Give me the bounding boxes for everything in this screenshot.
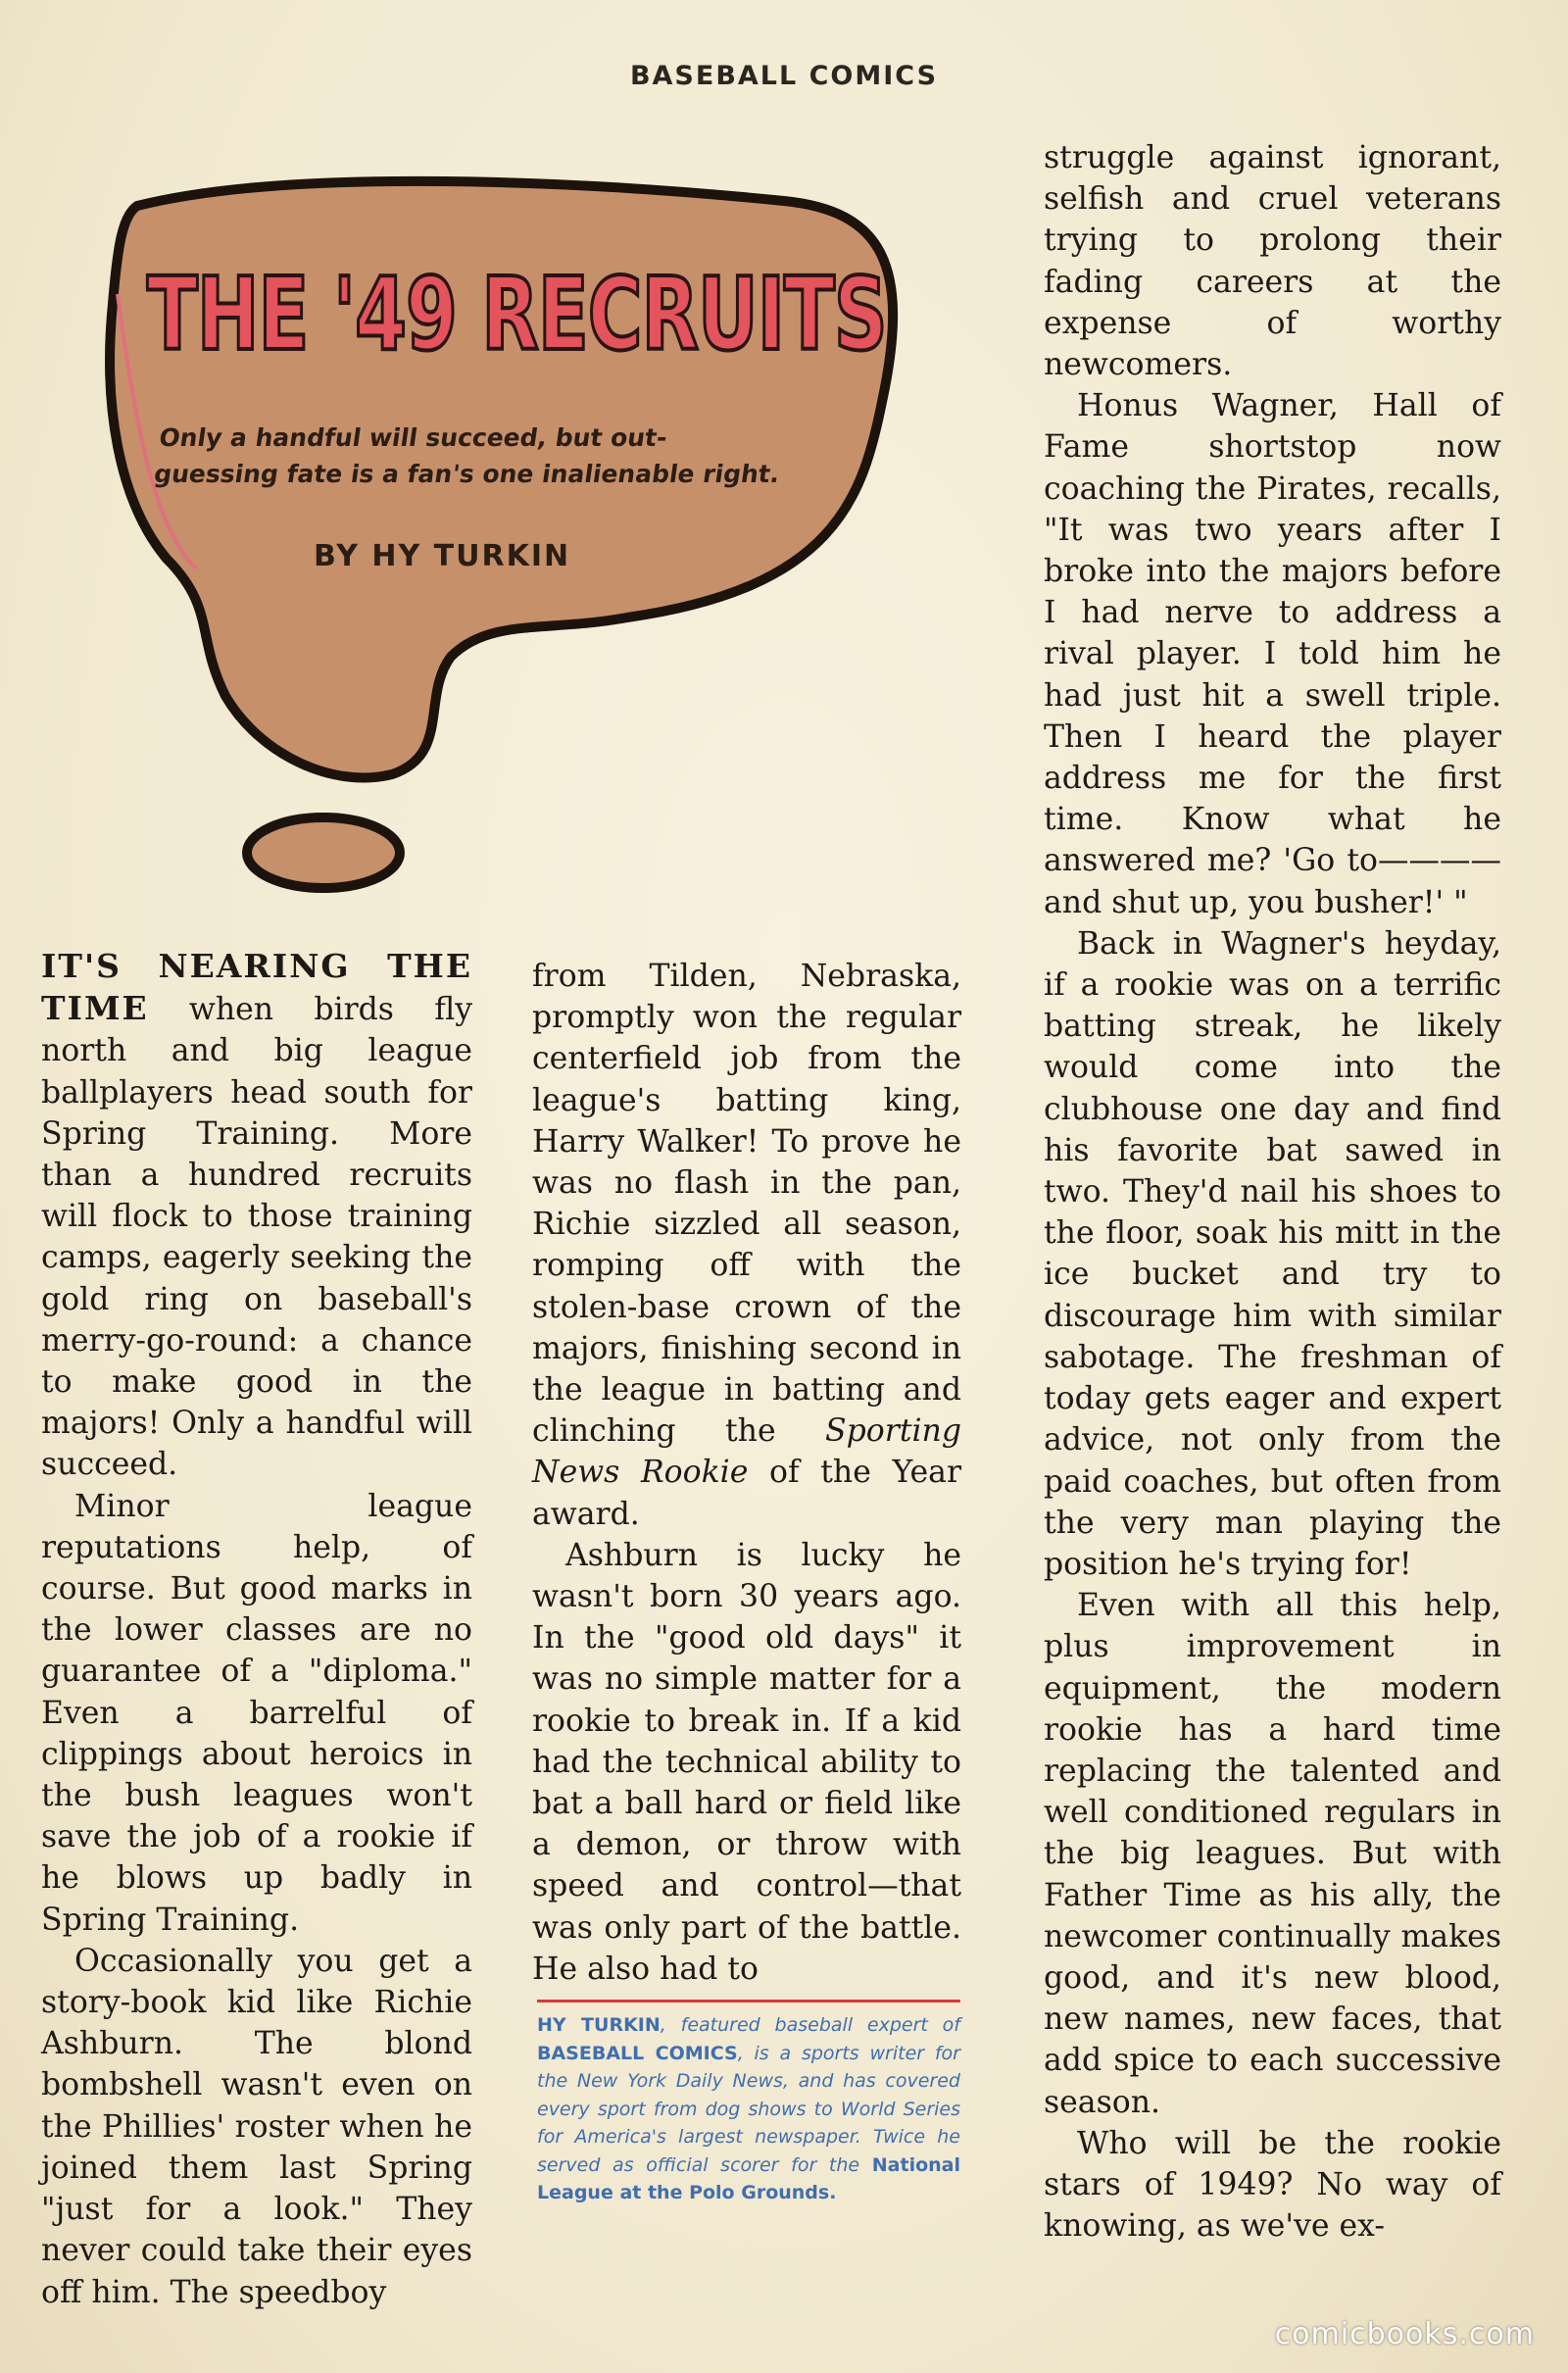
column3-paragraph-1: struggle against ignorant, selfish and cruel veterans trying to prolong their fading careers at the expense of worthy newcomers.: [1044, 140, 1501, 383]
column2-paragraph-1: [532, 956, 961, 1535]
bio-author-name: HY TURKIN: [537, 2014, 661, 2036]
bio-text-1: , featured baseball expert of: [660, 2014, 960, 2036]
article-column-1: [41, 946, 472, 2313]
column1-p1-text: when birds fly north and big league ballplayers head south for Spring Training. More than a hundred recruits will flock to those training camps, eagerly seeking the gold ring on baseball's merry-go-round: a chance to make good in the majors! Only a handful will succeed.: [41, 992, 472, 1483]
column1-paragraph-3: Occasionally you get a story-book kid like Richie Ashburn. The blond bombshell wasn't even on the Phillies' roster when he joined them last Spring "just for a look." They never could take their eyes off him. The speedboy: [41, 1943, 472, 2310]
article-column-3: [1044, 137, 1501, 2247]
column3-paragraph-2: Honus Wagner, Hall of Fame shortstop now coaching the Pirates, recalls, "It was two years after I broke into the majors before I had nerve to address a rival player. I told him he had just hit a swell triple. Then I heard the player address me for the first time. Know what he answered me? 'Go to———— and shut up, you busher!' ": [1044, 388, 1501, 920]
article-lead-in: IT'S NEARING THE TIME: [41, 947, 472, 1028]
feature-title: THE '49 RECRUITS: [147, 255, 887, 373]
site-watermark: comicbooks.com: [1274, 2317, 1535, 2351]
feature-dek: Only a handful will succeed, but out-guessing fate is a fan's one inalienable right.: [152, 423, 782, 488]
award-name-italic: Sporting News Rookie: [532, 1413, 961, 1491]
author-bio: [537, 2011, 960, 2207]
column1-paragraph-2: Minor league reputations help, of course. But good marks in the lower classes are no guarantee of a "diploma." Even a barrelful of clippings about heroics in the bush leagues won't save the job of a rookie if he blows up badly in Spring Training.: [41, 1488, 472, 1938]
column1-paragraph-1: [41, 946, 472, 1486]
title-speech-bubble: [78, 147, 980, 921]
feature-byline: BY HY TURKIN: [314, 539, 571, 573]
running-head: BASEBALL COMICS: [629, 61, 939, 91]
column3-paragraph-3: Back in Wagner's heyday, if a rookie was on a terrific batting streak, he likely would come into the clubhouse one day and find his favorite bat sawed in two. They'd nail his shoes to the floor, soak his mitt in the ice bucket and try to discourage him with similar sabotage. The freshman of today gets eager and expert advice, not only from the paid coaches, but often from the very man playing the position he's trying for!: [1044, 925, 1501, 1582]
bio-divider-rule: [537, 2000, 960, 2002]
column2-p1-text-a: from Tilden, Nebraska, promptly won the regular centerfield job from the league's batting king, Harry Walker! To prove he was no flash in the pan, Richie sizzled all season, romping off with the stolen-base crown of the majors, finishing second in the league in batting and clinching the: [532, 959, 961, 1450]
column2-p1-text-b: of the Year award.: [532, 1455, 961, 1532]
bio-magazine-name: BASEBALL COMICS: [537, 2042, 738, 2064]
column3-paragraph-5: Who will be the rookie stars of 1949? No way of knowing, as we've ex-: [1044, 2125, 1501, 2245]
column2-paragraph-2: Ashburn is lucky he wasn't born 30 years ago. In the "good old days" it was no simple matter for a rookie to break in. If a kid had the technical ability to bat a ball hard or field like a demon, or throw with speed and control—that was only part of the battle. He also had to: [532, 1537, 961, 1987]
article-column-2: [532, 956, 961, 1990]
bio-text-2: , is a sports writer for the New York Daily News, and has covered every sport from dog shows to World Series for America's largest newspaper. Twice he served as official scorer for the: [537, 2042, 960, 2176]
column3-paragraph-4: Even with all this help, plus improvement in equipment, the modern rookie has a hard time replacing the talented and well conditioned regulars in the big leagues. But with Father Time as his ally, the newcomer continually makes good, and it's new blood, new names, new faces, that add spice to each successive season.: [1044, 1588, 1501, 2120]
bio-league-name: National League at the Polo Grounds.: [537, 2153, 960, 2203]
